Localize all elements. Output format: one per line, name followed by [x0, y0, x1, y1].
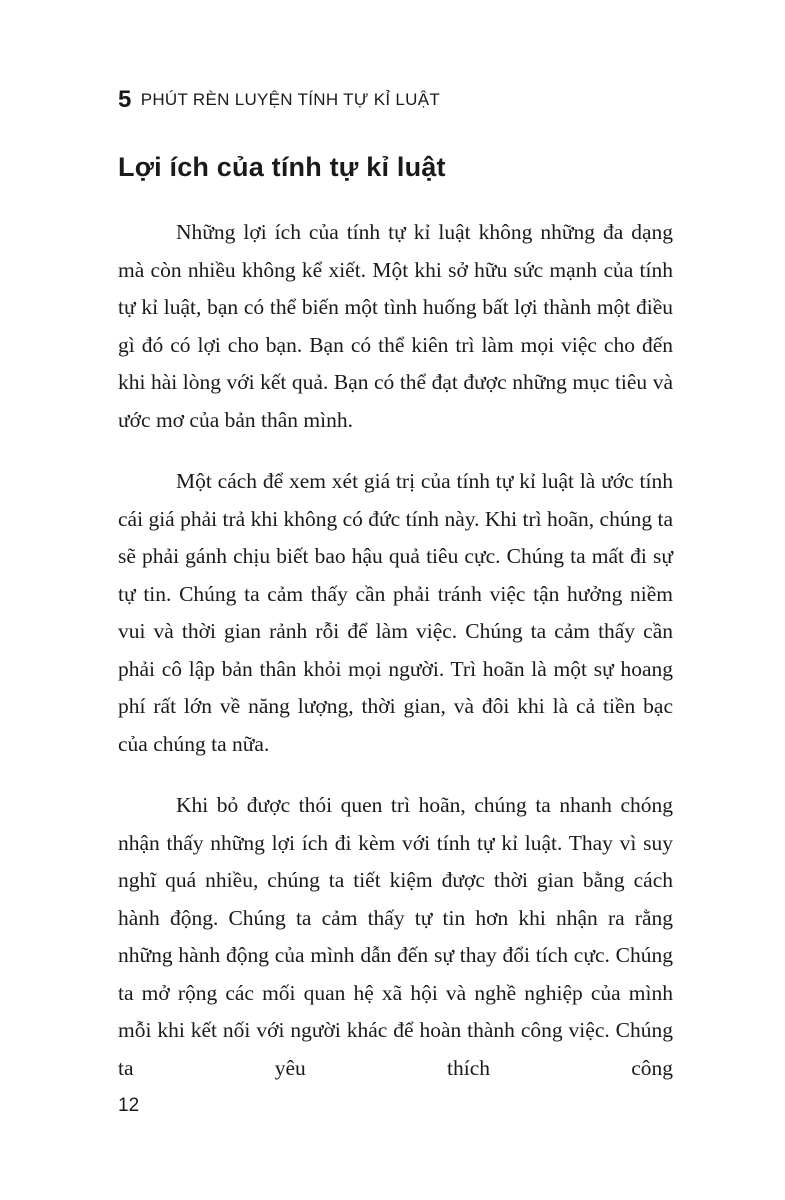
book-title: PHÚT RÈN LUYỆN TÍNH TỰ KỈ LUẬT	[140, 90, 441, 109]
page-number: 12	[118, 1095, 140, 1116]
section-title: Lợi ích của tính tự kỉ luật	[118, 152, 446, 182]
body-text	[118, 214, 673, 1087]
chapter-number: 5	[118, 86, 132, 113]
paragraph-3: Khi bỏ được thói quen trì hoãn, chúng ta nhanh chóng nhận thấy những lợi ích đi kèm với tính tự kỉ luật. Thay vì suy nghĩ quá nhiều, chúng ta tiết kiệm được thời gian bằng cách hành động. Chúng ta cảm thấy tự tin hơn khi nhận ra rằng những hành động của mình dẫn đến sự thay đổi tích cực. Chúng ta mở rộng các mối quan hệ xã hội và nghề nghiệp của mình mỗi khi kết nối với người khác để hoàn thành công việc. Chúng ta yêu thích công	[118, 793, 673, 1080]
paragraph-2: Một cách để xem xét giá trị của tính tự kỉ luật là ước tính cái giá phải trả khi không có đức tính này. Khi trì hoãn, chúng ta sẽ phải gánh chịu biết bao hậu quả tiêu cực. Chúng ta mất đi sự tự tin. Chúng ta cảm thấy cần phải tránh việc tận hưởng niềm vui và thời gian rảnh rỗi để làm việc. Chúng ta cảm thấy cần phải cô lập bản thân khỏi mọi người. Trì hoãn là một sự hoang phí rất lớn về năng lượng, thời gian, và đôi khi là cả tiền bạc của chúng ta nữa.	[118, 469, 673, 756]
running-header	[118, 86, 440, 114]
paragraph-1: Những lợi ích của tính tự kỉ luật không những đa dạng mà còn nhiều không kể xiết. Một khi sở hữu sức mạnh của tính tự kỉ luật, bạn có thể biến một tình huống bất lợi thành một điều gì đó có lợi cho bạn. Bạn có thể kiên trì làm mọi việc cho đến khi hài lòng với kết quả. Bạn có thể đạt được những mục tiêu và ước mơ của bản thân mình.	[118, 220, 673, 432]
